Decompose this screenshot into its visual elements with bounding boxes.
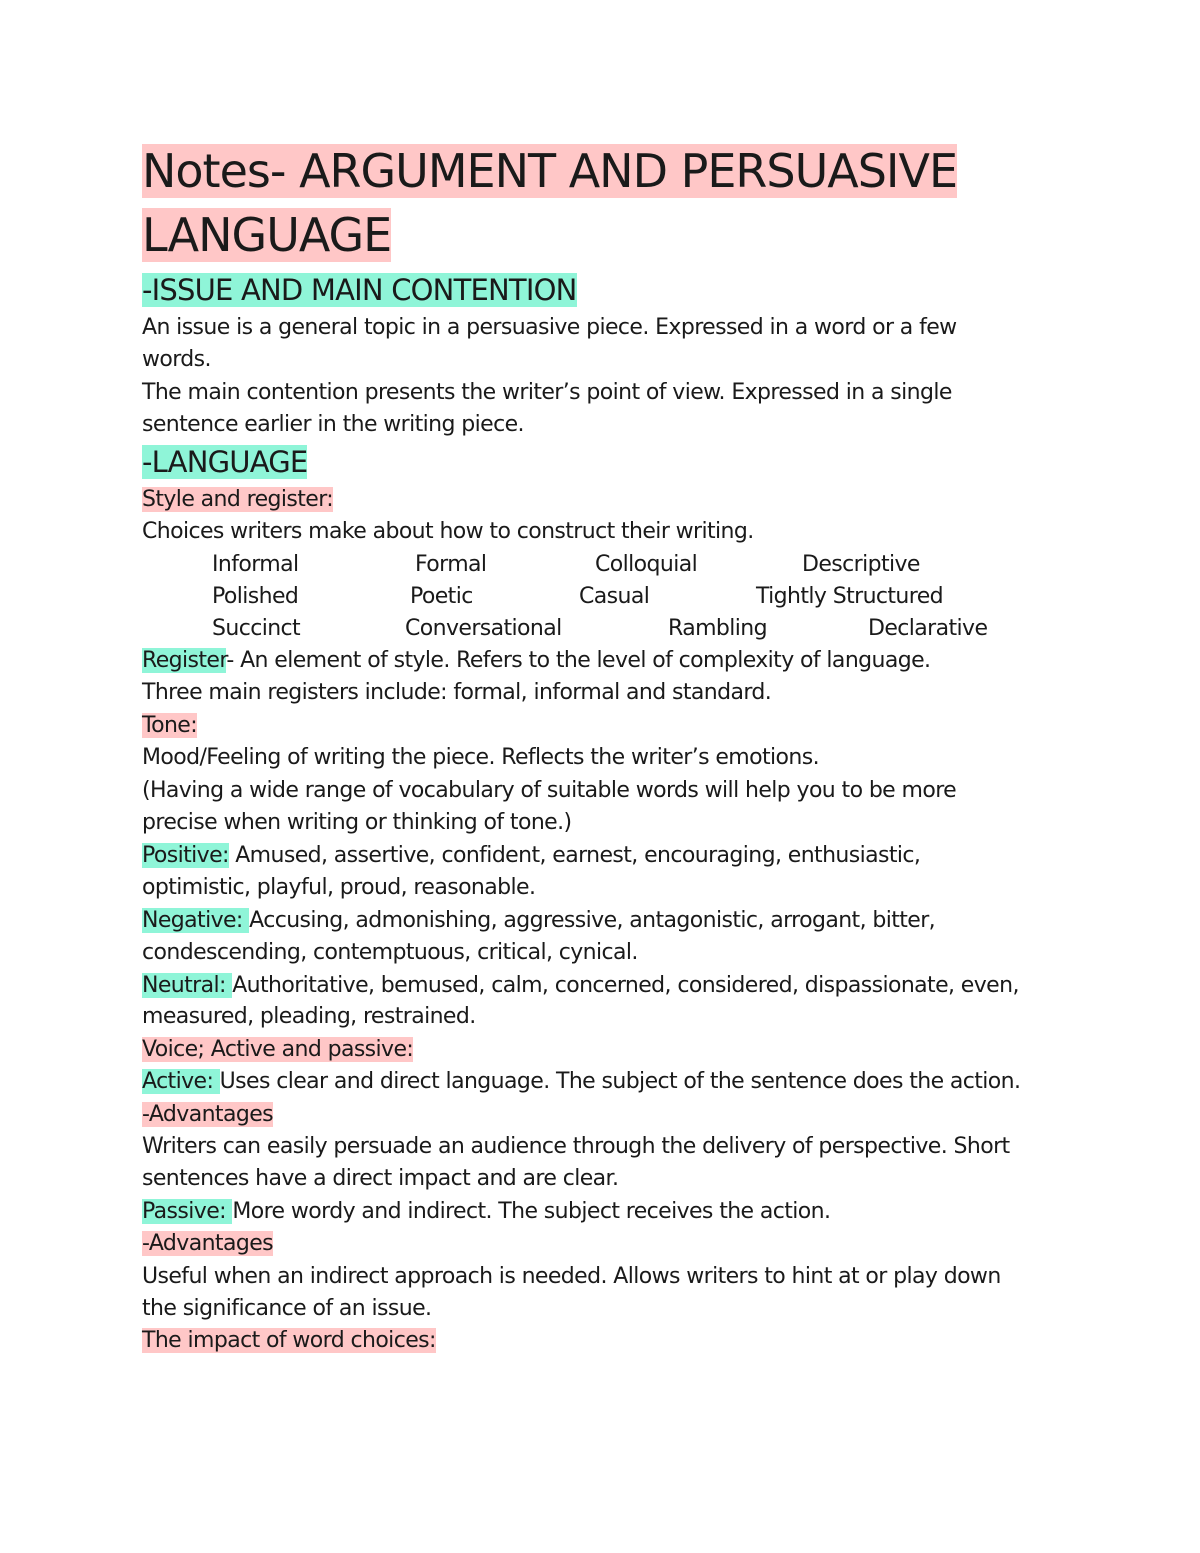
style-word: Polished xyxy=(212,584,299,609)
style-word: Declarative xyxy=(868,616,988,641)
voice-label: Voice; Active and passive: xyxy=(142,1037,414,1062)
negative-line-1: Negative: Accusing, admonishing, aggressive, antagonistic, arrogant, bitter, xyxy=(142,908,936,933)
title-highlight-2: LANGUAGE xyxy=(142,208,392,262)
advantages-label-1: -Advantages xyxy=(142,1102,273,1127)
neutral-label: Neutral: xyxy=(142,973,233,998)
advantages-1-line-1: Writers can easily persuade an audience through the delivery of perspective. Short xyxy=(142,1134,1010,1159)
register-line-2: Three main registers include: formal, informal and standard. xyxy=(142,680,772,705)
tone-label: Tone: xyxy=(142,713,198,738)
tone-line-2: (Having a wide range of vocabulary of suitable words will help you to be more xyxy=(142,778,957,803)
negative-line-2: condescending, contemptuous, critical, cynical. xyxy=(142,940,638,965)
advantages-2-line-1: Useful when an indirect approach is needed. Allows writers to hint at or play down xyxy=(142,1264,1001,1289)
advantages-2-line-2: the significance of an issue. xyxy=(142,1296,432,1321)
issue-paragraph-line-1: An issue is a general topic in a persuasive piece. Expressed in a word or a few xyxy=(142,315,957,340)
contention-paragraph-line-1: The main contention presents the writer’s point of view. Expressed in a single xyxy=(142,380,952,405)
style-word: Formal xyxy=(415,552,487,577)
advantages-1-line-2: sentences have a direct impact and are clear. xyxy=(142,1166,619,1191)
active-label: Active: xyxy=(142,1069,220,1094)
positive-line-1: Positive: Amused, assertive, confident, earnest, encouraging, enthusiastic, xyxy=(142,843,921,868)
neutral-line-2: measured, pleading, restrained. xyxy=(142,1004,476,1029)
style-word: Colloquial xyxy=(595,552,698,577)
style-description: Choices writers make about how to construct their writing. xyxy=(142,519,754,544)
passive-label: Passive: xyxy=(142,1199,233,1224)
active-line: Active: Uses clear and direct language. The subject of the sentence does the action. xyxy=(142,1069,1021,1094)
positive-label: Positive: xyxy=(142,843,229,868)
issue-paragraph-line-2: words. xyxy=(142,347,211,372)
style-word: Tightly Structured xyxy=(756,584,944,609)
register-line: Register- An element of style. Refers to the level of complexity of language. xyxy=(142,648,931,673)
style-word: Conversational xyxy=(405,616,562,641)
style-word: Descriptive xyxy=(802,552,920,577)
advantages-label-2: -Advantages xyxy=(142,1231,273,1256)
negative-label: Negative: xyxy=(142,908,250,933)
neutral-line-1: Neutral: Authoritative, bemused, calm, concerned, considered, dispassionate, even, xyxy=(142,973,1019,998)
passive-line: Passive: More wordy and indirect. The subject receives the action. xyxy=(142,1199,831,1224)
style-register-label: Style and register: xyxy=(142,487,334,512)
style-word: Rambling xyxy=(668,616,768,641)
register-label: Register xyxy=(142,648,227,673)
section-heading-issue: -ISSUE AND MAIN CONTENTION xyxy=(142,273,577,307)
title-highlight-1: Notes- ARGUMENT AND PERSUASIVE xyxy=(142,144,958,198)
impact-word-choices-label: The impact of word choices: xyxy=(142,1328,436,1353)
style-word: Poetic xyxy=(410,584,473,609)
contention-paragraph-line-2: sentence earlier in the writing piece. xyxy=(142,412,524,437)
style-word: Informal xyxy=(212,552,299,577)
section-heading-language: -LANGUAGE xyxy=(142,445,308,479)
style-word: Casual xyxy=(579,584,650,609)
title-line-1 xyxy=(142,142,957,200)
tone-line-3: precise when writing or thinking of tone.) xyxy=(142,810,572,835)
positive-line-2: optimistic, playful, proud, reasonable. xyxy=(142,875,536,900)
title-line-2 xyxy=(142,206,391,264)
style-word: Succinct xyxy=(212,616,301,641)
tone-line-1: Mood/Feeling of writing the piece. Reflects the writer’s emotions. xyxy=(142,745,819,770)
